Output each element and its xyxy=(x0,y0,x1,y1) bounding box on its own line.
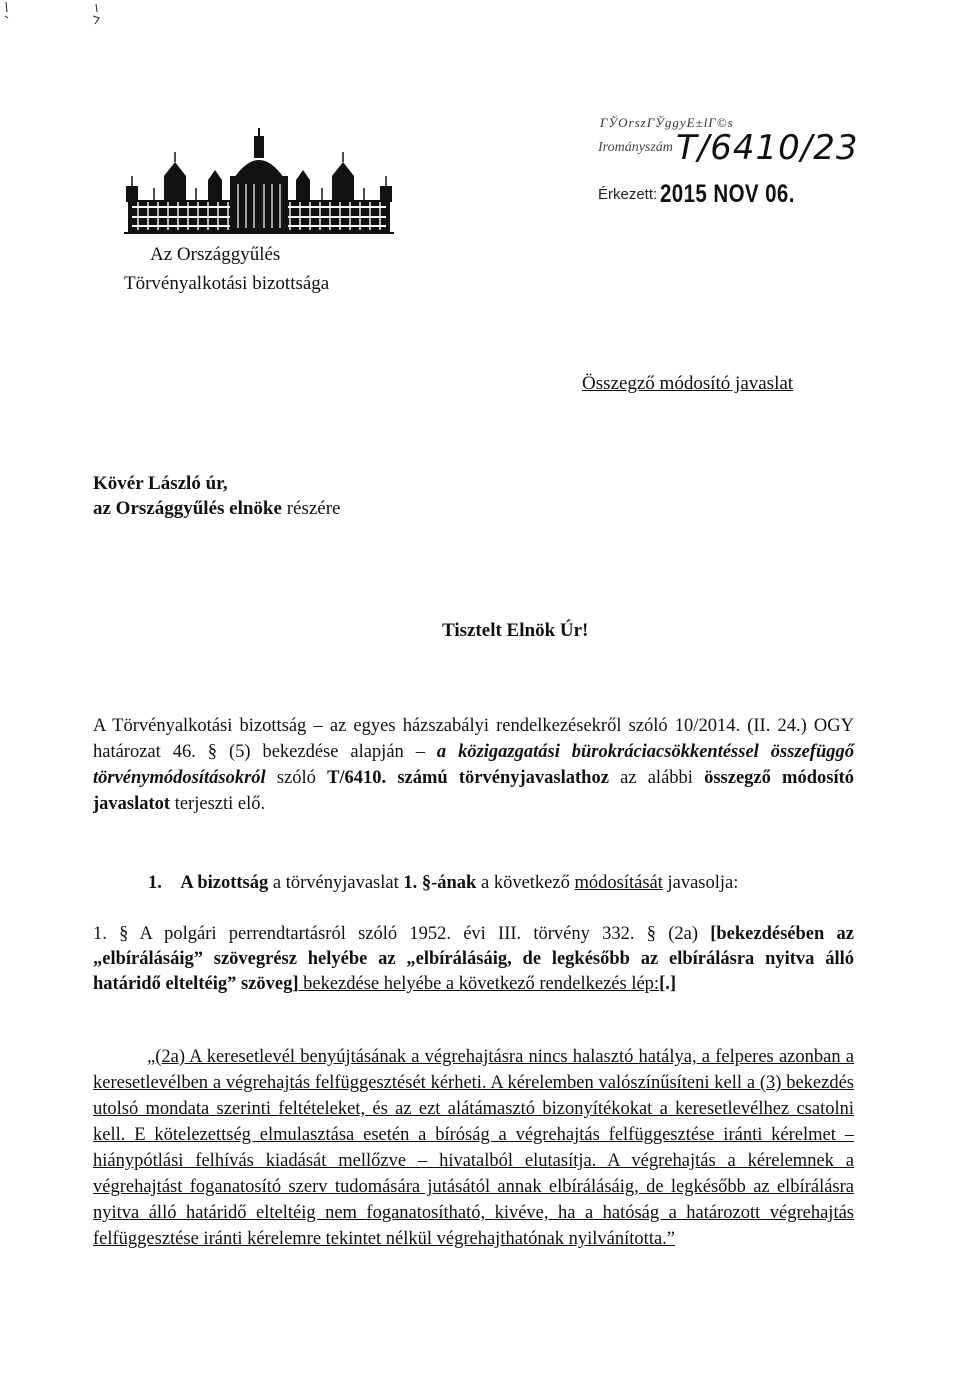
bill-title: a közigazgatási bürokráciacsökkentéssel összefüggő törvénymódosításokról xyxy=(93,742,854,788)
intro-part2: szóló xyxy=(265,768,328,788)
amendment-end-bracket: [.] xyxy=(659,974,677,994)
organization-name: Az Országgyűlés xyxy=(150,244,281,265)
quoted-provision xyxy=(93,1044,854,1252)
recipient-role-prefix: az Országgyűlés elnöke xyxy=(93,498,282,519)
point-text1: a törvényjavaslat xyxy=(268,873,404,893)
recipient-role-suffix: részére xyxy=(281,498,341,519)
committee-name: Törvényalkotási bizottsága xyxy=(124,273,330,294)
point-section: 1. §-ának xyxy=(403,873,477,893)
point-committee: A bizottság xyxy=(180,873,269,893)
intro-part4: terjeszti elő. xyxy=(170,794,266,814)
amendment-intro: 1. § A polgári perrendtartásról szóló 1952. évi III. törvény 332. § (2a) xyxy=(93,924,711,944)
scan-marks xyxy=(0,0,140,40)
point-text2: a következő xyxy=(476,873,575,893)
salutation: Tisztelt Elnök Úr! xyxy=(442,620,589,641)
recipient-name: Kövér László úr, xyxy=(93,473,228,494)
proposal-term: összegző módosító javaslatot xyxy=(93,768,855,814)
point-number: 1. xyxy=(148,873,162,893)
stamp-header-text: ГЎOrszГЎggyЕ±lГ©s xyxy=(600,115,734,130)
amendment-point-1 xyxy=(148,873,738,894)
handwritten-bill-number: T/6410/23 xyxy=(676,128,859,168)
stamp-number-label: Irományszám xyxy=(598,140,673,155)
point-modification: módosítását xyxy=(574,873,663,893)
amendment-deleted-text: [bekezdésében az „elbírálásáig” szövegrész helyébe az „elbírálásáig, de legkésőbb az elbírálásra nyitva álló határidő elteltéig” szöveg] xyxy=(93,924,854,994)
bill-number: T/6410. számú törvényjavaslathoz xyxy=(327,768,609,788)
quote-text: „(2a) A keresetlevél benyújtásának a végrehajtásra nincs halasztó hatálya, a felperes azonban a keresetlevélben a végrehajtás felfüggesztését kérheti. A kérelemben valószínűsíteni kell a (3) bekezdés utolsó mondata szerinti feltételeket, és az ezt alátámasztó bizonyítékokat a keresetlevélhez csatolni kell. E kötelezettség elmulasztása esetén a bíróság a végrehajtás felfüggesztése iránti kérelmet – hiánypótlási felhívás kiadását mellőzve – hivatalból elutasítja. A végrehajtás a kérelemnek a végrehajtást foganatosító szerv tudomására jutásától annak elbírálásáig, de legkésőbb az elbírálásra nyitva álló határidő elteltéig nem foganatosítható, kivéve, ha a hatóság a határozott végrehajtás felfüggesztése iránti kérelemre tekintet nélkül végrehajthatónak nyilvánította.” xyxy=(93,1047,854,1249)
document-title: Összegző módosító javaslat xyxy=(582,373,794,394)
received-label: Érkezett: xyxy=(598,186,658,203)
intro-part3: az alábbi xyxy=(608,768,705,788)
parliament-building-logo xyxy=(124,128,394,236)
received-date-stamp: 2015 NOV 06. xyxy=(660,180,795,208)
intro-paragraph xyxy=(93,713,854,817)
intro-part1: A Törvényalkotási bizottság – az egyes házszabályi rendelkezésekről szóló 10/2014. (II. 24.) OGY határozat 46. § (5) bekezdése alapján – xyxy=(93,716,854,762)
point-text3: javasolja: xyxy=(662,873,739,893)
amendment-paragraph xyxy=(93,922,854,997)
recipient-role xyxy=(93,498,340,520)
amendment-new-text: bekezdése helyébe a következő rendelkezés lép: xyxy=(298,974,660,994)
